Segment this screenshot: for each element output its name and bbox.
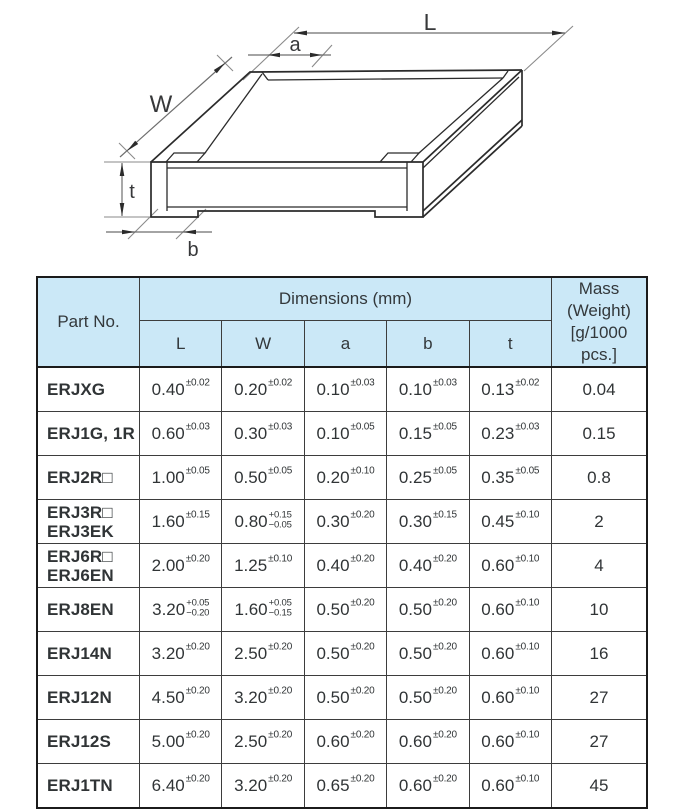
tolerance: ±0.10 — [515, 553, 540, 565]
header-group-row — [37, 277, 647, 321]
part-no-text: ERJ3R□ — [47, 502, 113, 522]
dim-label-b: b — [187, 239, 199, 261]
dimension-value-cell — [387, 764, 469, 809]
dimension-value — [398, 421, 457, 444]
dimensions-table — [36, 276, 648, 809]
nominal-value: 0.60 — [398, 775, 432, 795]
dimension-value-cell — [304, 764, 386, 809]
dimension-value — [151, 773, 210, 796]
dimension-value-cell — [304, 456, 386, 500]
chip-dimension-diagram — [0, 0, 681, 272]
nominal-value: 0.13 — [481, 379, 515, 399]
header-col-t: t — [469, 321, 551, 368]
tolerance: ±0.20 — [432, 729, 457, 741]
part-no-text: ERJ2R□ — [47, 468, 113, 488]
dimension-value-cell — [304, 367, 386, 412]
tolerance: ±0.02 — [185, 377, 210, 389]
tolerance: ±0.20 — [432, 773, 457, 785]
dimension-value — [398, 377, 457, 400]
dimension-value — [234, 377, 293, 400]
dim-label-W: W — [149, 91, 173, 118]
dimension-value — [234, 553, 293, 576]
tolerance: ±0.20 — [432, 641, 457, 653]
tolerance: ±0.20 — [350, 553, 375, 565]
dimension-value — [151, 421, 210, 444]
dimension-value — [316, 729, 375, 752]
part-no-cell — [37, 456, 140, 500]
dimension-value — [316, 641, 375, 664]
mass-cell: 45 — [552, 764, 648, 809]
dimension-value — [151, 465, 210, 488]
dimension-value — [398, 729, 457, 752]
table-row — [37, 544, 647, 588]
dimension-lines — [106, 33, 565, 232]
dimension-value-cell — [304, 412, 386, 456]
part-no-cell — [37, 720, 140, 764]
tolerance: ±0.03 — [185, 421, 210, 433]
dimension-value-cell — [387, 720, 469, 764]
dimension-value-cell — [304, 500, 386, 544]
dimension-value — [481, 641, 540, 664]
dimension-value — [398, 465, 457, 488]
dimension-value-cell — [222, 676, 304, 720]
mass-cell: 27 — [552, 676, 648, 720]
tolerance: ±0.20 — [350, 641, 375, 653]
dimension-value-cell — [469, 632, 551, 676]
nominal-value: 0.65 — [316, 775, 350, 795]
nominal-value: 0.50 — [316, 643, 350, 663]
dimension-value-cell — [140, 720, 222, 764]
nominal-value: 0.60 — [481, 687, 515, 707]
nominal-value: 0.60 — [481, 599, 515, 619]
dimension-value-cell — [140, 500, 222, 544]
tolerance: ±0.10 — [515, 685, 540, 697]
nominal-value: 0.30 — [316, 511, 350, 531]
part-no-text: ERJ6R□ — [47, 546, 113, 566]
table-row — [37, 500, 647, 544]
dimension-value — [234, 421, 293, 444]
tolerance: ±0.20 — [185, 685, 210, 697]
dimension-value-cell — [140, 456, 222, 500]
tolerance: ±0.10 — [515, 509, 540, 521]
dimension-value-cell — [140, 544, 222, 588]
dimension-value-cell — [140, 764, 222, 809]
mass-cell: 10 — [552, 588, 648, 632]
tolerance: ±0.03 — [515, 421, 540, 433]
nominal-value: 0.60 — [481, 775, 515, 795]
nominal-value: 0.10 — [316, 379, 350, 399]
dimension-value — [234, 509, 292, 533]
dimension-value — [234, 465, 293, 488]
part-no-text: ERJ1G, 1R — [47, 424, 135, 444]
dimension-value — [151, 685, 210, 708]
header-col-W: W — [222, 321, 304, 368]
tolerance: ±0.05 — [350, 421, 375, 433]
dimension-value — [316, 377, 375, 400]
tolerance-plus: +0.05 — [268, 597, 292, 609]
dimension-value — [398, 509, 457, 532]
nominal-value: 0.60 — [398, 731, 432, 751]
dimension-value — [398, 641, 457, 664]
dimension-value — [316, 685, 375, 708]
dimension-value — [316, 597, 375, 620]
nominal-value: 5.00 — [151, 731, 185, 751]
tolerance: ±0.05 — [268, 465, 293, 477]
tolerance-stacked — [186, 598, 209, 619]
header-mass — [552, 277, 648, 367]
dimension-value-cell — [222, 544, 304, 588]
header-col-a: a — [304, 321, 386, 368]
nominal-value: 0.35 — [481, 467, 515, 487]
dimension-value-cell — [304, 544, 386, 588]
nominal-value: 0.60 — [151, 423, 185, 443]
dimension-value — [481, 553, 540, 576]
dimension-value-cell — [469, 764, 551, 809]
mass-cell: 27 — [552, 720, 648, 764]
dimension-value — [481, 421, 540, 444]
dimension-value-cell — [222, 367, 304, 412]
dimension-value-cell — [469, 676, 551, 720]
nominal-value: 6.40 — [151, 775, 185, 795]
dimension-value — [234, 685, 293, 708]
tolerance: ±0.20 — [268, 641, 293, 653]
mass-cell: 4 — [552, 544, 648, 588]
dimension-value-cell — [140, 588, 222, 632]
dimension-value-cell — [222, 500, 304, 544]
dimension-value-cell — [387, 588, 469, 632]
nominal-value: 0.20 — [316, 467, 350, 487]
dimension-value — [316, 421, 375, 444]
dimension-value-cell — [222, 720, 304, 764]
dimension-value-cell — [387, 456, 469, 500]
tolerance: ±0.20 — [268, 729, 293, 741]
tolerance: ±0.10 — [515, 729, 540, 741]
tolerance: ±0.05 — [432, 465, 457, 477]
dimension-value-cell — [387, 544, 469, 588]
tolerance: ±0.20 — [268, 685, 293, 697]
tolerance: ±0.05 — [432, 421, 457, 433]
part-no-text: ERJ12N — [47, 688, 112, 708]
header-col-L: L — [140, 321, 222, 368]
dimension-value — [398, 553, 457, 576]
dimension-value-cell — [304, 588, 386, 632]
dim-label-t: t — [129, 181, 135, 203]
part-no-cell — [37, 764, 140, 809]
dim-label-a: a — [289, 34, 301, 56]
nominal-value: 0.40 — [398, 555, 432, 575]
nominal-value: 1.25 — [234, 555, 268, 575]
dimension-value — [316, 553, 375, 576]
dimension-value-cell — [222, 412, 304, 456]
nominal-value: 2.50 — [234, 731, 268, 751]
part-no-text: ERJ6EN — [47, 565, 114, 585]
nominal-value: 0.60 — [481, 643, 515, 663]
tolerance: ±0.20 — [185, 641, 210, 653]
part-no-text: ERJ1TN — [47, 776, 113, 796]
tolerance: ±0.20 — [350, 597, 375, 609]
tolerance: ±0.10 — [515, 773, 540, 785]
nominal-value: 1.00 — [151, 467, 185, 487]
dimension-value — [316, 465, 375, 488]
dimension-value — [316, 509, 375, 532]
dimension-value-cell — [304, 676, 386, 720]
nominal-value: 1.60 — [234, 599, 268, 619]
mass-cell: 0.04 — [552, 367, 648, 412]
tolerance: ±0.20 — [185, 773, 210, 785]
header-mass-line1: Mass (Weight) — [567, 279, 631, 321]
dimension-value-cell — [469, 367, 551, 412]
mass-cell: 16 — [552, 632, 648, 676]
part-no-text: ERJXG — [47, 380, 106, 400]
nominal-value: 0.40 — [316, 555, 350, 575]
part-no-text: ERJ8EN — [47, 600, 114, 620]
table-row — [37, 367, 647, 412]
dimension-value — [398, 685, 457, 708]
table-body — [37, 367, 647, 808]
tolerance: ±0.15 — [185, 509, 210, 521]
nominal-value: 0.80 — [234, 511, 268, 531]
part-no-cell — [37, 500, 140, 544]
dimension-value — [316, 773, 375, 796]
dimension-value-cell — [140, 367, 222, 412]
nominal-value: 0.60 — [316, 731, 350, 751]
chip-drawing-svg — [0, 0, 681, 272]
nominal-value: 0.50 — [398, 643, 432, 663]
dimension-value — [481, 685, 540, 708]
mass-cell: 2 — [552, 500, 648, 544]
mass-cell: 0.8 — [552, 456, 648, 500]
nominal-value: 3.20 — [152, 599, 186, 619]
dimension-value — [151, 509, 210, 532]
tolerance: ±0.20 — [350, 509, 375, 521]
nominal-value: 0.60 — [481, 555, 515, 575]
table-row — [37, 764, 647, 809]
tolerance: ±0.20 — [350, 685, 375, 697]
dimension-value — [151, 641, 210, 664]
dimension-value-cell — [387, 412, 469, 456]
dimension-value — [152, 597, 210, 621]
part-no-cell — [37, 676, 140, 720]
tolerance: ±0.15 — [432, 509, 457, 521]
nominal-value: 0.50 — [316, 687, 350, 707]
tolerance-stacked — [269, 510, 292, 531]
part-no-cell — [37, 544, 140, 588]
nominal-value: 0.50 — [316, 599, 350, 619]
dimension-value — [481, 597, 540, 620]
tolerance: ±0.03 — [268, 421, 293, 433]
tolerance: ±0.05 — [515, 465, 540, 477]
nominal-value: 0.50 — [234, 467, 268, 487]
header-part-no: Part No. — [37, 277, 140, 367]
table-row — [37, 412, 647, 456]
dimension-value-cell — [469, 588, 551, 632]
dimension-value — [151, 377, 210, 400]
tolerance-minus: −0.05 — [268, 519, 292, 531]
dimension-value-cell — [304, 632, 386, 676]
dimension-value — [151, 729, 210, 752]
tolerance: ±0.20 — [432, 597, 457, 609]
part-no-cell — [37, 632, 140, 676]
chip-body-outline — [151, 70, 522, 217]
nominal-value: 0.23 — [481, 423, 515, 443]
dimension-value — [234, 773, 293, 796]
dimension-value-cell — [387, 632, 469, 676]
dimension-value-cell — [469, 544, 551, 588]
tolerance: ±0.20 — [185, 729, 210, 741]
part-no-cell — [37, 588, 140, 632]
tolerance: ±0.10 — [515, 597, 540, 609]
dimension-value — [398, 773, 457, 796]
nominal-value: 0.20 — [234, 379, 268, 399]
table-row — [37, 632, 647, 676]
tolerance: ±0.02 — [515, 377, 540, 389]
tolerance-minus: −0.15 — [268, 607, 292, 619]
tolerance: ±0.20 — [350, 773, 375, 785]
table-row — [37, 456, 647, 500]
dimension-value — [481, 465, 540, 488]
dimension-value-cell — [469, 720, 551, 764]
dimension-value-cell — [222, 764, 304, 809]
dimension-value — [481, 377, 540, 400]
tolerance: ±0.20 — [432, 553, 457, 565]
dimension-value-cell — [222, 456, 304, 500]
tolerance: ±0.20 — [432, 685, 457, 697]
nominal-value: 0.50 — [398, 599, 432, 619]
nominal-value: 0.25 — [398, 467, 432, 487]
dimension-value — [151, 553, 210, 576]
part-no-text: ERJ3EK — [47, 521, 114, 541]
tolerance: ±0.03 — [350, 377, 375, 389]
tolerance: ±0.20 — [185, 553, 210, 565]
dimension-value-cell — [387, 500, 469, 544]
dimension-value-cell — [387, 676, 469, 720]
tolerance: ±0.20 — [350, 729, 375, 741]
dimension-value — [481, 509, 540, 532]
dimension-value — [481, 729, 540, 752]
tolerance: ±0.02 — [268, 377, 293, 389]
tolerance: ±0.10 — [515, 641, 540, 653]
nominal-value: 3.20 — [234, 775, 268, 795]
nominal-value: 0.45 — [481, 511, 515, 531]
nominal-value: 2.00 — [151, 555, 185, 575]
mass-cell: 0.15 — [552, 412, 648, 456]
tolerance-stacked — [269, 598, 292, 619]
chip-body-details — [166, 71, 519, 211]
nominal-value: 0.30 — [398, 511, 432, 531]
dim-label-L: L — [423, 9, 437, 35]
dimension-value-cell — [140, 412, 222, 456]
dimension-value-cell — [140, 632, 222, 676]
nominal-value: 3.20 — [151, 643, 185, 663]
dimensions-table-wrap — [36, 276, 648, 809]
tolerance: ±0.05 — [185, 465, 210, 477]
dimension-arrowheads — [120, 31, 565, 235]
part-no-text: ERJ14N — [47, 644, 112, 664]
table-header — [37, 277, 647, 367]
dimension-value-cell — [222, 632, 304, 676]
dimension-value-cell — [304, 720, 386, 764]
tolerance: ±0.03 — [432, 377, 457, 389]
tolerance: ±0.10 — [268, 553, 293, 565]
dimension-value — [234, 729, 293, 752]
dimension-value-cell — [140, 676, 222, 720]
tolerance: ±0.20 — [268, 773, 293, 785]
dimension-value-cell — [469, 412, 551, 456]
nominal-value: 0.40 — [151, 379, 185, 399]
nominal-value: 0.50 — [398, 687, 432, 707]
tolerance-plus: +0.05 — [186, 597, 210, 609]
part-no-cell — [37, 367, 140, 412]
header-col-b: b — [387, 321, 469, 368]
nominal-value: 0.10 — [316, 423, 350, 443]
nominal-value: 1.60 — [151, 511, 185, 531]
table-row — [37, 588, 647, 632]
table-row — [37, 676, 647, 720]
dimension-value-cell — [469, 500, 551, 544]
dimension-value — [481, 773, 540, 796]
part-no-cell — [37, 412, 140, 456]
dimension-value — [234, 597, 292, 621]
dimension-value — [234, 641, 293, 664]
dimension-value-cell — [469, 456, 551, 500]
table-row — [37, 720, 647, 764]
tolerance-plus: +0.15 — [268, 509, 292, 521]
nominal-value: 3.20 — [234, 687, 268, 707]
nominal-value: 0.60 — [481, 731, 515, 751]
nominal-value: 0.30 — [234, 423, 268, 443]
nominal-value: 2.50 — [234, 643, 268, 663]
nominal-value: 0.10 — [398, 379, 432, 399]
header-dimensions-group: Dimensions (mm) — [140, 277, 552, 321]
dimension-value-cell — [387, 367, 469, 412]
nominal-value: 4.50 — [151, 687, 185, 707]
dimension-value — [398, 597, 457, 620]
tolerance: ±0.10 — [350, 465, 375, 477]
tolerance-minus: −0.20 — [186, 607, 210, 619]
dimension-value-cell — [222, 588, 304, 632]
part-no-text: ERJ12S — [47, 732, 111, 752]
nominal-value: 0.15 — [398, 423, 432, 443]
header-mass-line2: [g/1000 pcs.] — [570, 323, 628, 365]
